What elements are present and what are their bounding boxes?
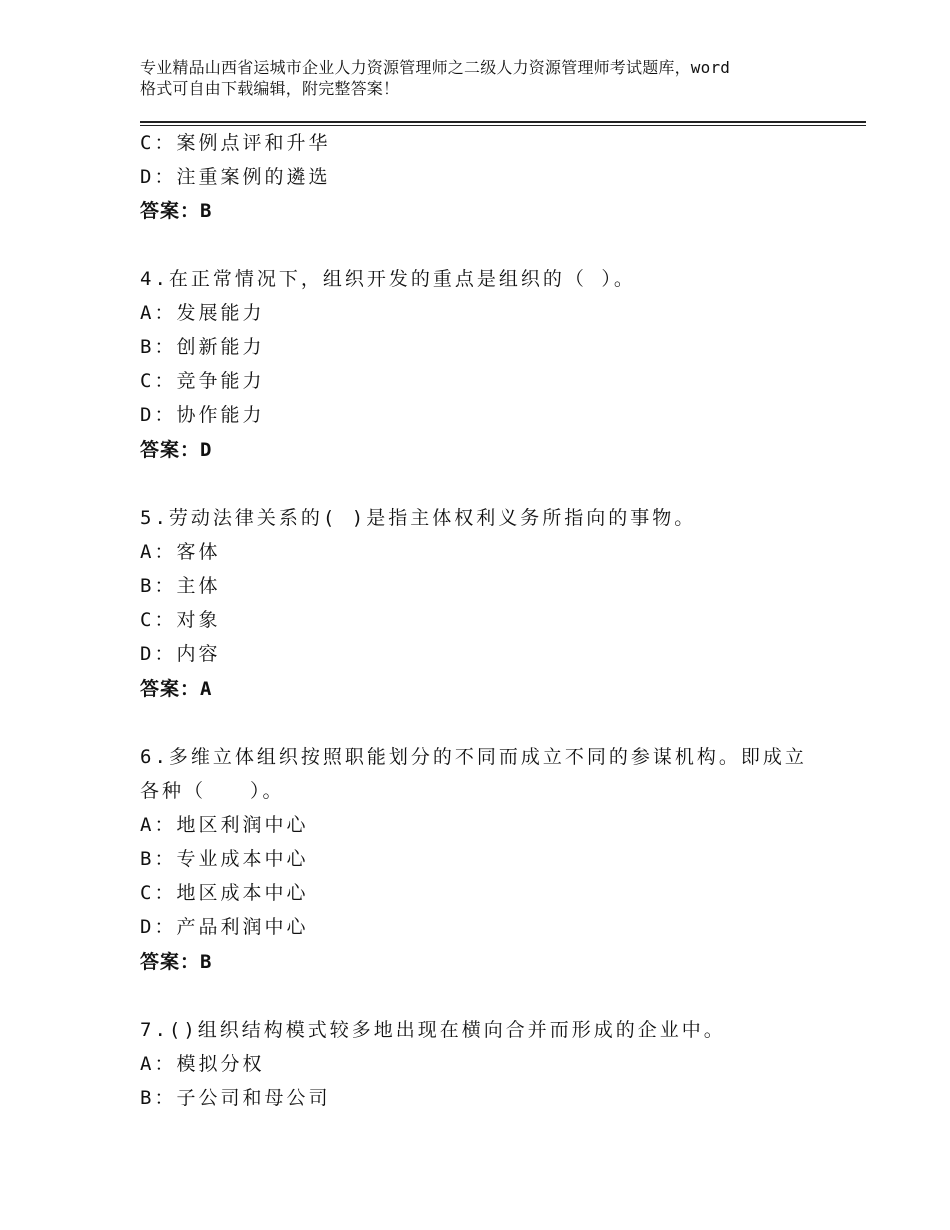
q5-option-c: C：对象 [140,609,221,631]
q5-answer: 答案：A [140,678,213,700]
document-header [140,57,830,99]
q4-option-a: A：发展能力 [140,302,265,324]
q4-option-b: B：创新能力 [140,336,265,358]
q5-option-b: B：主体 [140,575,221,597]
q5-option-a: A：客体 [140,541,221,563]
prev-option-d: D：注重案例的遴选 [140,166,331,188]
q7-option-b: B：子公司和母公司 [140,1087,331,1109]
prev-answer: 答案：B [140,200,213,222]
prev-option-c: C：案例点评和升华 [140,132,331,154]
q7-option-a: A：模拟分权 [140,1053,265,1075]
q6-answer: 答案：B [140,951,213,973]
q6-option-b: B：专业成本中心 [140,848,309,870]
q6-option-a: A：地区利润中心 [140,814,309,836]
q4-option-c: C：竞争能力 [140,370,265,392]
q6-option-d: D：产品利润中心 [140,916,309,938]
q5-stem: 5.劳动法律关系的( )是指主体权利义务所指向的事物。 [140,507,697,529]
header-divider-thick [140,121,866,123]
header-divider-thin [140,125,866,126]
q4-stem: 4.在正常情况下，组织开发的重点是组织的（ ）。 [140,268,636,290]
q4-option-d: D：协作能力 [140,404,265,426]
q5-option-d: D：内容 [140,643,221,665]
q6-stem-line-2: 各种（ ）。 [140,780,285,802]
q7-stem: 7.()组织结构模式较多地出现在横向合并而形成的企业中。 [140,1019,726,1041]
q4-answer: 答案：D [140,439,213,461]
header-line-2: 格式可自由下载编辑，附完整答案！ [140,79,400,98]
q6-stem-line-1: 6.多维立体组织按照职能划分的不同而成立不同的参谋机构。即成立 [140,746,807,768]
q6-option-c: C：地区成本中心 [140,882,309,904]
header-line-1: 专业精品山西省运城市企业人力资源管理师之二级人力资源管理师考试题库，word [140,58,731,77]
